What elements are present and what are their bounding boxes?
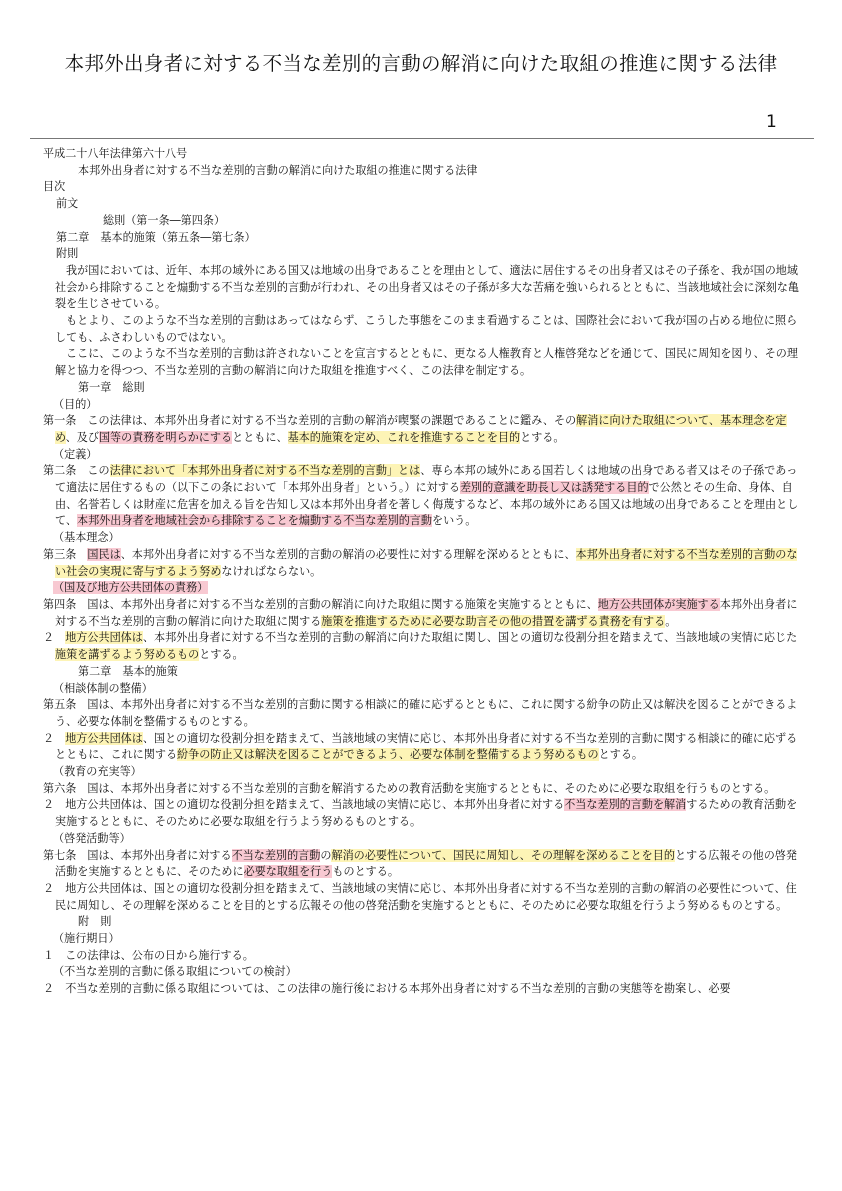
highlight: 基本的施策を定め、これを推進することを目的 [287, 430, 521, 444]
article-3-text: 、本邦外出身者に対する不当な差別的言動の解消の必要性に対する理解を深めるとともに、 [120, 547, 576, 561]
article-6-text: するための教育活動を実施するとともに、そのために必要な取組を行うよう努めるものとする。 [55, 798, 798, 829]
article-5-text: 、国との適切な役割分担を踏まえて、当該地域の実情に応じ、本邦外出身者に対する不当な差別的言動に関する相談に的確に応ずるとともに、これに関する [55, 731, 798, 762]
supplementary-provision-1: １ この法律は、公布の日から施行する。 [43, 948, 254, 962]
preamble-paragraph-1: 我が国においては、近年、本邦の域外にある国又は地域の出身であることを理由として、適法に居住するその出身者又はその子孫を、我が国の地域社会から排除することを煽動する不当な差別的言動が行われ、その出身者又はその子孫が多大な苦痛を強いられるとともに、当該地域社会に深刻な亀裂を生じさせている。 [55, 263, 799, 311]
article-2-text: 、専ら本邦の域外にある国若しくは地域の出身である者又はその子孫であって適法に居住するもの（以下この条において「本邦外出身者」という。）に対する [55, 464, 798, 495]
highlight: 解消に向けた取組について、基本理念を定め [55, 414, 787, 444]
law-number: 平成二十八年法律第六十八号 [43, 147, 188, 160]
page-number: 1 [766, 112, 777, 132]
article-7-paragraph-2: ２ 地方公共団体は、国との適切な役割分担を踏まえて、当該地域の実情に応じ、本邦外出身者に対する不当な差別的言動の解消の必要性について、住民に周知し、その理解を深めることを目的とする広報その他の啓発活動を実施するとともに、そのために必要な取組を行うよう努めるものとする。 [43, 881, 797, 912]
article-3-text: なければならない。 [221, 564, 322, 578]
highlight: 地方公共団体は [65, 631, 143, 645]
article-1-text: とともに、 [232, 430, 288, 444]
article-5-text: ２ [43, 731, 66, 745]
article-2-text: 第二条 この [43, 464, 110, 478]
article-6-paragraph-2 [43, 797, 805, 830]
article-3-caption: （基本理念） [53, 531, 120, 545]
article-4-text: 本邦外出身者に対する不当な差別的言動の解消に向けた取組に関する [55, 597, 798, 628]
toc-preamble: 前文 [56, 197, 79, 211]
law-title: 本邦外出身者に対する不当な差別的言動の解消に向けた取組の推進に関する法律 [78, 163, 478, 177]
article-1-text: 第一条 この法律は、本邦外出身者に対する不当な差別的言動の解消が喫緊の課題であることに鑑み、その [43, 414, 577, 428]
header-divider [30, 138, 814, 139]
article-2 [43, 463, 805, 530]
article-4-paragraph-2 [43, 630, 805, 663]
highlight: 不当な差別的言動 [231, 848, 321, 862]
highlight: 施策を講ずるよう努めるもの [55, 648, 200, 662]
article-2-text: をいう。 [431, 514, 477, 528]
article-4-text: ２ [43, 631, 66, 645]
highlight: 必要な取組を行う [243, 865, 333, 879]
highlight: 不当な差別的言動を解消 [564, 798, 687, 812]
preamble-paragraph-2: もとより、このような不当な差別的言動はあってはならず、こうした事態をこのまま看過することは、国際社会において我が国の占める地位に照らしても、ふさわしいものではない。 [55, 314, 798, 344]
highlight: 本邦外出身者を地域社会から排除することを煽動する不当な差別的言動 [76, 514, 432, 528]
article-7-text: 第七条 国は、本邦外出身者に対する [43, 848, 232, 862]
article-6-text: ２ 地方公共団体は、国との適切な役割分担を踏まえて、当該地域の実情に応じ、本邦外出身者に対する [43, 798, 565, 812]
article-3 [43, 547, 805, 580]
article-4-text: とする。 [199, 648, 244, 662]
article-7-text: の [320, 848, 332, 862]
highlight: 法律において「本邦外出身者に対する不当な差別的言動」とは [109, 464, 421, 478]
article-2-caption: （定義） [53, 447, 98, 461]
supplementary-caption-1: （施行期日） [53, 932, 120, 946]
article-7 [43, 848, 805, 881]
highlight: 地方公共団体は [65, 731, 143, 745]
highlight: 国民は [87, 547, 121, 561]
article-4-caption [43, 580, 805, 597]
article-4-text: 、本邦外出身者に対する不当な差別的言動の解消に向けた取組に関し、国との適切な役割分担を踏まえて、当該地域の実情に応じた [142, 631, 798, 645]
page-title: 本邦外出身者に対する不当な差別的言動の解消に向けた取組の推進に関する法律 [64, 52, 778, 75]
article-5-paragraph-2 [43, 731, 805, 764]
toc-chapter-2: 第二章 基本的施策（第五条―第七条） [56, 230, 256, 244]
chapter-1-heading: 第一章 総則 [78, 380, 145, 394]
highlight: 解消の必要性について、国民に周知し、その理解を深めることを目的 [331, 848, 675, 862]
chapter-2-heading: 第二章 基本的施策 [78, 664, 178, 678]
article-3-text: 第三条 [43, 547, 88, 561]
article-2-text: で公然とその生命、身体、自由、名誉若しくは財産に危害を加える旨を告知し又は本邦外出身者を著しく侮蔑するなど、本邦の域外にある国又は地域の出身であることを理由として、 [55, 481, 799, 528]
article-7-text: とする広報その他の啓発活動を実施するとともに、そのために [55, 848, 797, 879]
supplementary-caption-2: （不当な差別的言動に係る取組についての検討） [53, 965, 297, 979]
article-6-caption: （教育の充実等） [53, 765, 142, 779]
preamble-paragraph-3: ここに、このような不当な差別的言動は許されないことを宣言するとともに、更なる人権教育と人権啓発などを通じて、国民に周知を図り、その理解と協力を得つつ、不当な差別的言動の解消に向けた取組を推進すべく、この法律を制定する。 [55, 347, 798, 378]
article-5: 第五条 国は、本邦外出身者に対する不当な差別的言動に関する相談に的確に応ずるとともに、これに関する紛争の防止又は解決を図ることができるよう、必要な体制を整備するものとする。 [43, 698, 798, 728]
supplementary-heading: 附 則 [78, 915, 112, 929]
article-4-text: 第四条 国は、本邦外出身者に対する不当な差別的言動の解消に向けた取組に関する施策を実施するとともに、 [43, 597, 598, 611]
article-4 [43, 597, 805, 630]
article-1-text: 、及び [65, 430, 99, 444]
article-6: 第六条 国は、本邦外出身者に対する不当な差別的言動を解消するための教育活動を実施するとともに、そのために必要な取組を行うものとする。 [43, 781, 776, 795]
highlight: （国及び地方公共団体の責務） [53, 581, 209, 595]
article-5-text: とする。 [598, 748, 644, 762]
toc-label: 目次 [43, 180, 66, 194]
article-7-caption: （啓発活動等） [53, 831, 131, 845]
highlight: 本邦外出身者に対する不当な差別的言動のない社会の実現に寄与するよう努め [55, 547, 798, 578]
article-1 [43, 413, 805, 446]
article-1-text: とする。 [520, 430, 565, 444]
document-body [43, 146, 805, 998]
highlight: 国等の責務を明らかにする [98, 430, 233, 444]
toc-chapter-1: 総則（第一条―第四条） [103, 213, 226, 227]
article-4-text: 。 [665, 614, 677, 628]
highlight: 差別的意識を助長し又は誘発する目的 [459, 481, 649, 495]
highlight: 施策を推進するために必要な助言その他の措置を講ずる責務を有する [321, 614, 666, 628]
toc-supplementary: 附則 [56, 247, 79, 261]
supplementary-provision-2: ２ 不当な差別的言動に係る取組については、この法律の施行後における本邦外出身者に対する不当な差別的言動の実態等を勘案し、必要 [43, 982, 731, 996]
highlight: 地方公共団体が実施する [597, 597, 720, 611]
article-5-caption: （相談体制の整備） [53, 681, 153, 695]
highlight: 紛争の防止又は解決を図ることができるよう、必要な体制を整備するよう努めるもの [177, 748, 599, 762]
article-1-caption: （目的） [53, 397, 98, 411]
article-7-text: ものとする。 [332, 865, 399, 879]
